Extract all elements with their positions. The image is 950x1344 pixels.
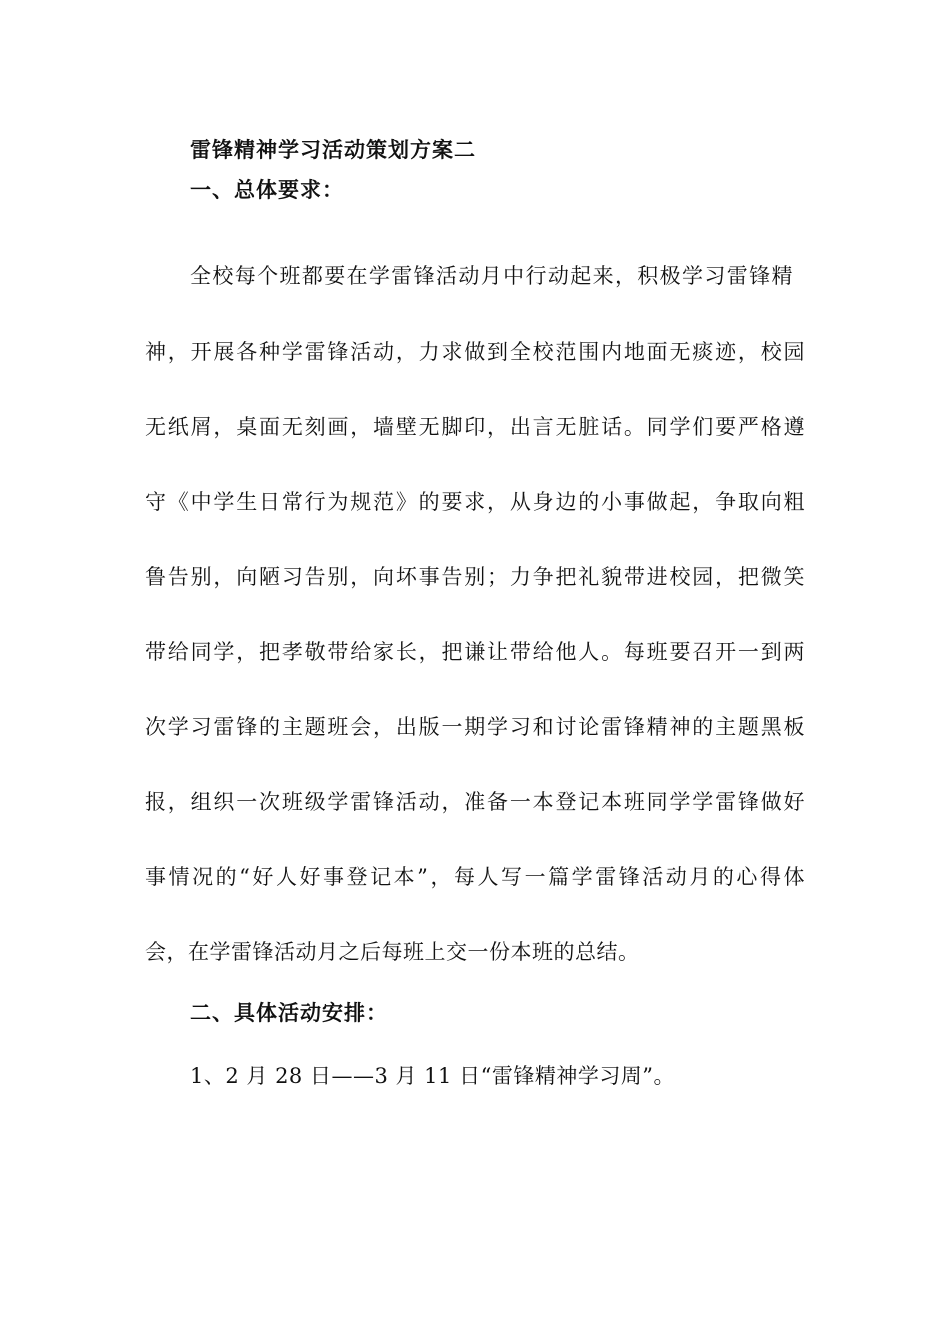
- paragraph-line: 带给同学，把孝敬带给家长，把谦让带给他人。每班要召开一到两: [145, 640, 805, 664]
- section1-heading: 一、总体要求：: [190, 178, 344, 202]
- paragraph-line: 次学习雷锋的主题班会，出版一期学习和讨论雷锋精神的主题黑板: [145, 715, 805, 739]
- list-item: 1、2 月 28 日——3 月 11 日“雷锋精神学习周”。: [190, 1064, 676, 1088]
- paragraph-line: 神，开展各种学雷锋活动，力求做到全校范围内地面无痰迹，校园: [145, 340, 805, 364]
- paragraph-line: 无纸屑，桌面无刻画，墙壁无脚印，出言无脏话。同学们要严格遵: [145, 415, 805, 439]
- paragraph-line: 事情况的“好人好事登记本”，每人写一篇学雷锋活动月的心得体: [145, 865, 805, 889]
- paragraph-line: 守《中学生日常行为规范》的要求，从身边的小事做起，争取向粗: [145, 490, 805, 514]
- section2-heading: 二、具体活动安排：: [190, 1001, 388, 1025]
- paragraph-line: 鲁告别，向陋习告别，向坏事告别；力争把礼貌带进校园，把微笑: [145, 565, 805, 589]
- document-title: 雷锋精神学习活动策划方案二: [190, 138, 476, 162]
- paragraph-line: 会，在学雷锋活动月之后每班上交一份本班的总结。: [145, 940, 640, 964]
- paragraph-line: 全校每个班都要在学雷锋活动月中行动起来，积极学习雷锋精: [190, 264, 793, 288]
- paragraph-line: 报，组织一次班级学雷锋活动，准备一本登记本班同学学雷锋做好: [145, 790, 805, 814]
